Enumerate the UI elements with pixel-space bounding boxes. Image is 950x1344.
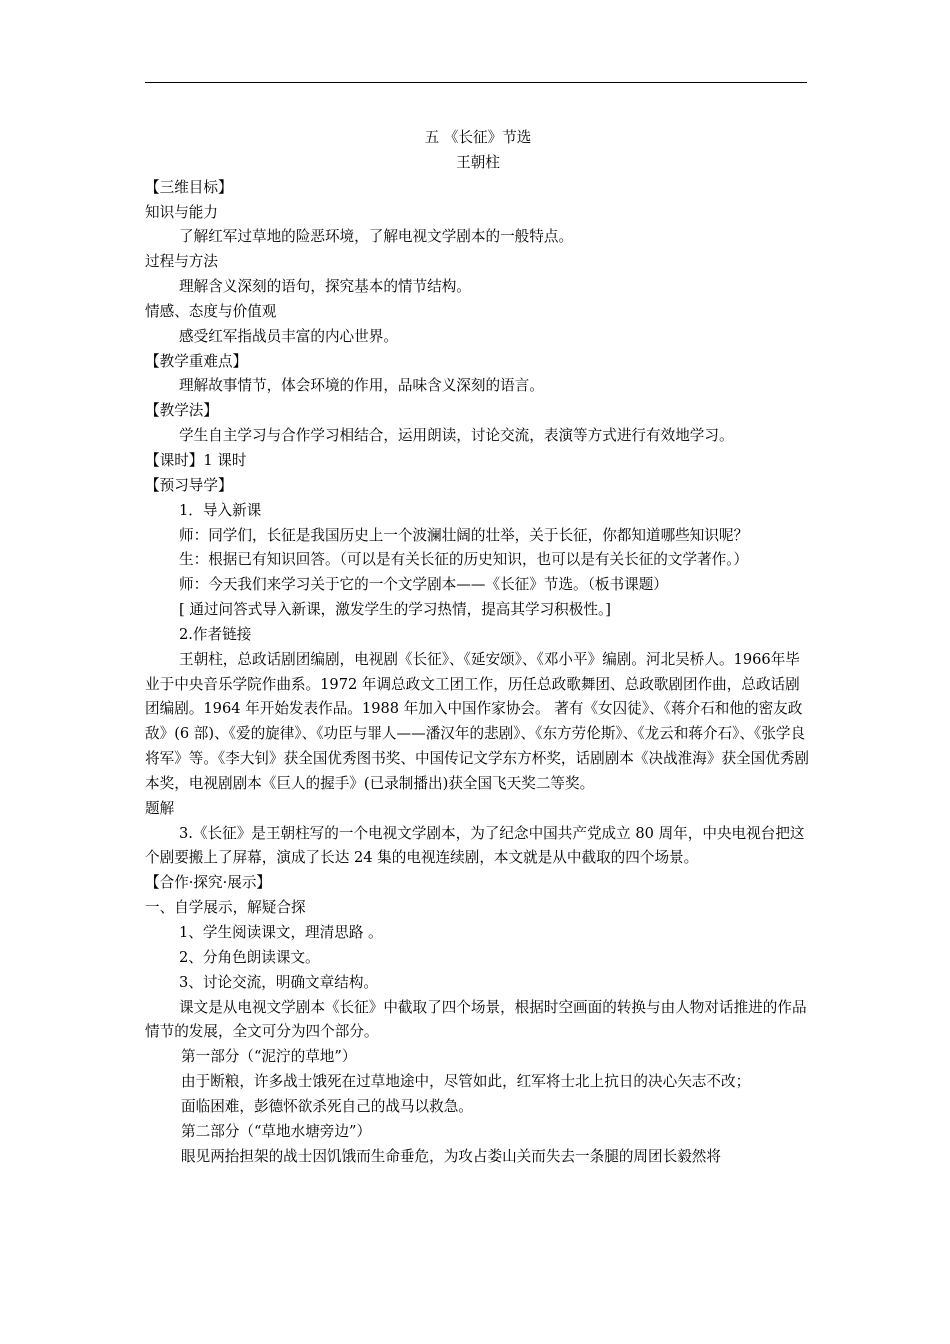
goals-emotion-text: 感受红军指战员丰富的内心世界。 — [179, 327, 398, 345]
author-paragraph: 王朝柱，总政话剧团编剧，电视剧《长征》、《延安颂》、《邓小平》编剧。河北吴桥人。1966年毕业于中央音乐学院作曲系。1972 年调总政文工团工作，历任总政歌舞团、总政歌剧团作曲，总政话剧团编剧。1964 年开始发表作品。1988 年加入中国作家协会。 著有《女囚徒》、《蒋介石和他的密友政敌》(6 部)、《爱的旋律》、《功臣与罪人——潘汉年的悲剧》、《东方劳伦斯》、《龙云和蒋介石》、《张学良将军》等。《李大钊》获全国优秀图书奖、中国传记文学东方杯奖，话剧剧本《决战淮海》获全国优秀剧本奖，电视剧剧本《巨人的握手》(已录制播出)获全国飞天奖二等奖。 — [145, 650, 810, 792]
part1-heading: 第一部分（“泥泞的草地”） — [181, 1048, 357, 1066]
coop-item-1: 1、学生阅读课文，理清思路 。 — [179, 924, 383, 941]
header-rule — [145, 82, 807, 83]
part2-text-1: 眼见两抬担架的战士因饥饿而生命垂危，为攻占娄山关而失去一条腿的周团长毅然将 — [181, 1147, 721, 1165]
author-link-heading: 2.作者链接 — [179, 625, 252, 643]
tijie-paragraph: 3.《长征》是王朝柱写的一个电视文学剧本，为了纪念中国共产党成立 80 周年，中央电视台把这个剧要搬上了屏幕，演成了长达 24 集的电视连续剧，本文就是从中截取的四个场景。 — [145, 824, 805, 867]
key-text: 理解故事情节，体会环境的作用，品味含义深刻的语言。 — [179, 377, 544, 395]
part1-text-2: 面临困难，彭德怀欲杀死自己的战马以救急。 — [181, 1097, 473, 1115]
goals-process-text: 理解含义深刻的语句，探究基本的情节结构。 — [179, 278, 471, 296]
intro-student-line: 生：根据已有知识回答。（可以是有关长征的历史知识，也可以是有关长征的文学著作。） — [179, 551, 749, 569]
intro-teacher-line-2: 师：今天我们来学习关于它的一个文学剧本——《长征》节选。（板书课题） — [179, 576, 668, 594]
goals-knowledge-label: 知识与能力 — [145, 203, 218, 221]
document-page — [145, 126, 811, 1169]
section-preview-heading: 【预习导学】 — [145, 476, 233, 494]
coop-item-2: 2、分角色朗读课文。 — [179, 948, 320, 966]
intro-note: [ 通过问答式导入新课，激发学生的学习热情，提高其学习积极性。] — [179, 601, 611, 619]
intro-heading: 1．导入新课 — [179, 501, 262, 519]
part2-heading: 第二部分（“草地水塘旁边”） — [181, 1122, 372, 1140]
coop-sub-heading: 一、自学展示，解疑合探 — [145, 899, 306, 917]
doc-title: 五 《长征》节选 — [424, 129, 532, 146]
goals-knowledge-text: 了解红军过草地的险恶环境，了解电视文学剧本的一般特点。 — [179, 228, 574, 246]
goals-process-label: 过程与方法 — [145, 253, 218, 271]
section-coop-heading: 【合作·探究·展示】 — [145, 874, 272, 892]
section-method-heading: 【教学法】 — [145, 402, 218, 420]
section-time-heading: 【课时】1 课时 — [145, 451, 247, 469]
tijie-heading: 题解 — [145, 799, 175, 817]
part1-text-1: 由于断粮，许多战士饿死在过草地途中，尽管如此，红军将士北上抗日的决心矢志不改； — [181, 1073, 751, 1091]
intro-teacher-line: 师：同学们，长征是我国历史上一个波澜壮阔的壮举，关于长征，你都知道哪些知识呢？ — [179, 526, 749, 544]
section-goals-heading: 【三维目标】 — [145, 178, 233, 196]
section-key-heading: 【教学重难点】 — [145, 352, 248, 370]
coop-item-3: 3、讨论交流，明确文章结构。 — [179, 973, 379, 991]
doc-author: 王朝柱 — [456, 153, 500, 171]
method-text: 学生自主学习与合作学习相结合，运用朗读，讨论交流，表演等方式进行有效地学习。 — [179, 427, 734, 445]
goals-emotion-label: 情感、态度与价值观 — [145, 302, 277, 320]
coop-paragraph: 课文是从电视文学剧本《长征》中截取了四个场景，根据时空画面的转换与由人物对话推进的作品情节的发展，全文可分为四个部分。 — [145, 998, 807, 1041]
